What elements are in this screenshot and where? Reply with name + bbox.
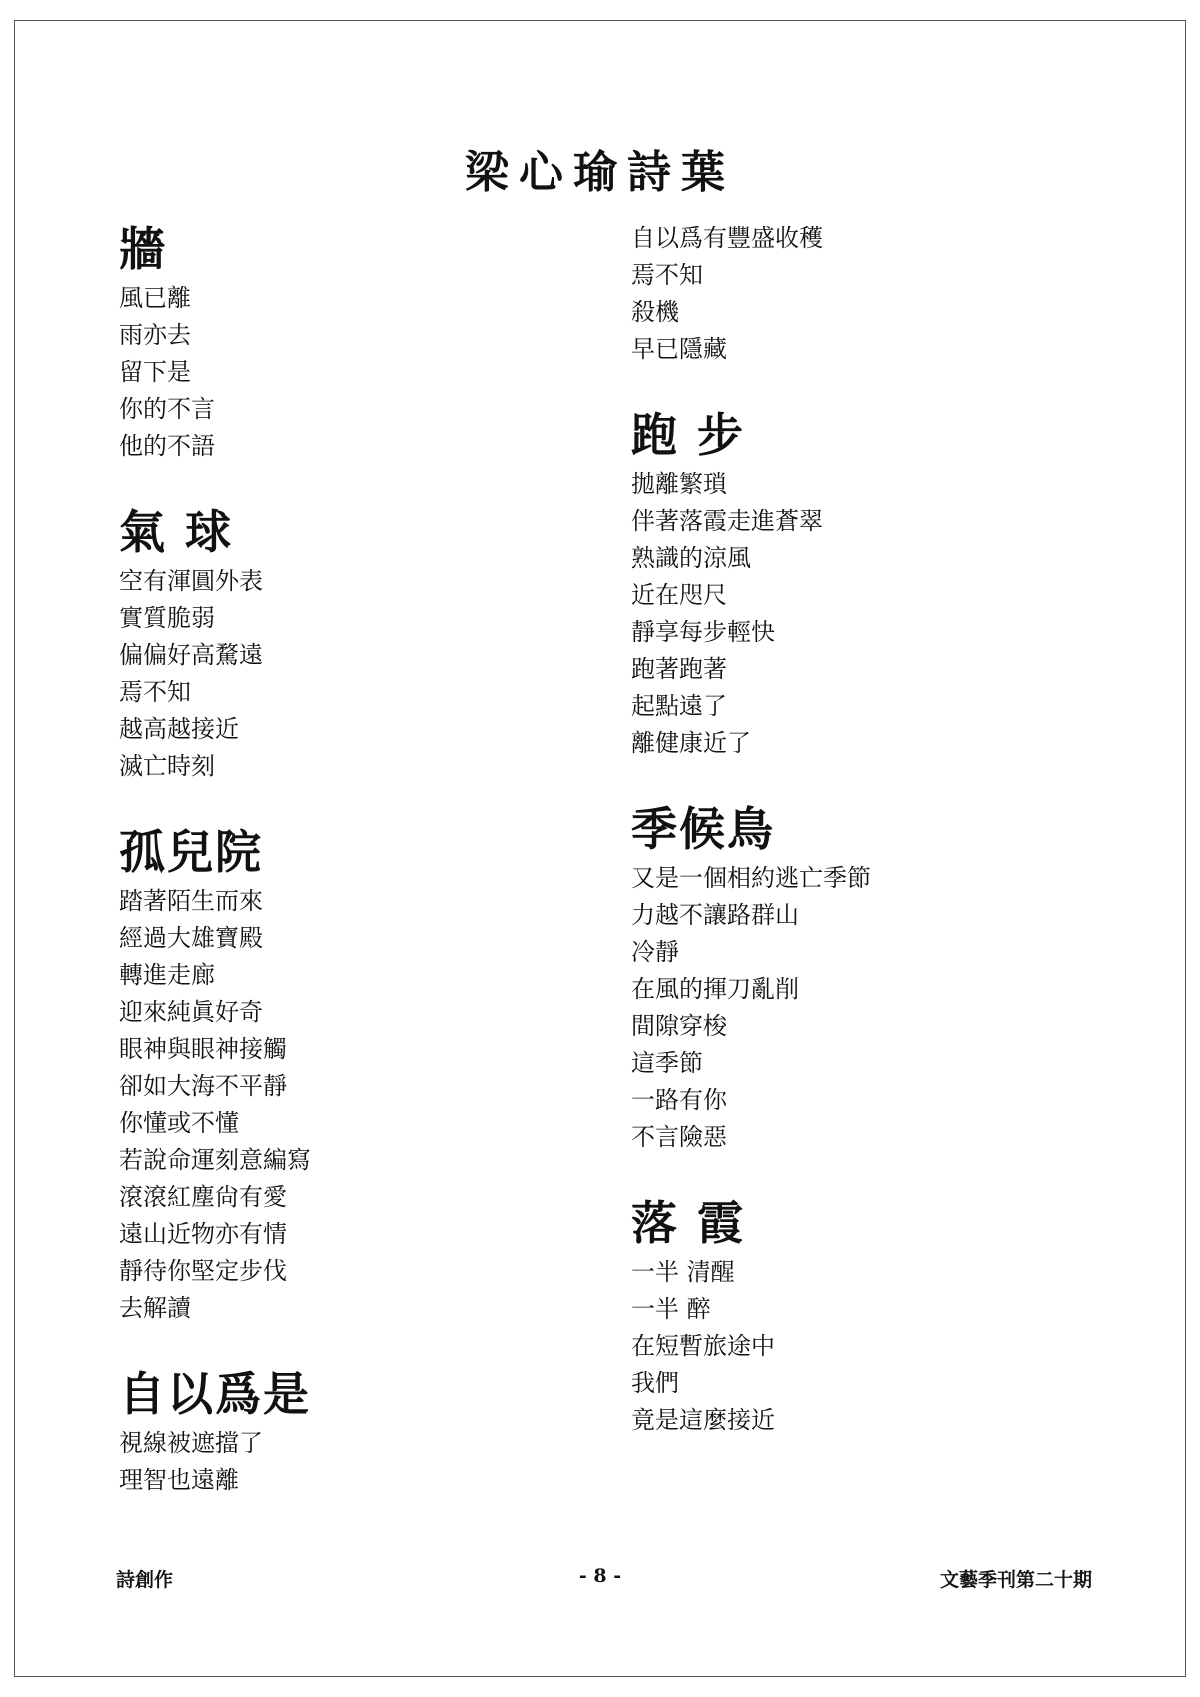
poem-line: 伴著落霞走進蒼翠 — [631, 507, 823, 535]
poem-line: 你懂或不懂 — [119, 1109, 239, 1137]
poem-line: 在風的揮刀亂削 — [631, 975, 799, 1003]
poem-title: 自以爲是 — [119, 1367, 311, 1421]
poem-line: 經過大雄寶殿 — [119, 924, 263, 952]
poem-line: 力越不讓路群山 — [631, 901, 799, 929]
poem-line: 這季節 — [631, 1049, 703, 1077]
poem-line: 冷靜 — [631, 938, 679, 966]
poem-line: 間隙穿梭 — [631, 1012, 727, 1040]
poem-line: 卻如大海不平靜 — [119, 1072, 287, 1100]
poem-line: 遠山近物亦有情 — [119, 1220, 287, 1248]
poem-line: 踏著陌生而來 — [119, 887, 263, 915]
poem-line: 離健康近了 — [631, 729, 751, 757]
poem-line: 自以爲有豐盛收穫 — [631, 224, 823, 252]
poem-line: 風已離 — [119, 284, 191, 312]
poem-line: 實質脆弱 — [119, 604, 215, 632]
poem-title: 孤兒院 — [119, 825, 263, 879]
poem-line: 殺機 — [631, 298, 679, 326]
footer-section: 詩創作 — [116, 1569, 174, 1591]
poem-line: 一路有你 — [631, 1086, 727, 1114]
left-column — [119, 220, 599, 1537]
poem-line: 在短暫旅途中 — [631, 1332, 775, 1360]
footer-publication: 文藝季刊第二十期 — [939, 1569, 1092, 1591]
poem-title: 跑 步 — [631, 408, 746, 462]
poem — [631, 1194, 1111, 1439]
poem-title: 落 霞 — [631, 1196, 746, 1250]
poem-line: 一半 醉 — [631, 1295, 711, 1323]
poem-line: 轉進走廊 — [119, 961, 215, 989]
poem-line: 竟是這麼接近 — [631, 1406, 775, 1434]
poem — [631, 406, 1111, 762]
page-number: - 8 - — [578, 1565, 622, 1587]
poem-line: 早已隱藏 — [631, 335, 727, 363]
poem-line: 一半 清醒 — [631, 1258, 735, 1286]
poem-line: 拋離繁瑣 — [631, 470, 727, 498]
poem-line: 眼神與眼神接觸 — [119, 1035, 287, 1063]
poem-line: 迎來純眞好奇 — [119, 998, 263, 1026]
poem-line: 我們 — [631, 1369, 679, 1397]
poem — [119, 823, 599, 1327]
poem-line: 空有渾圓外表 — [119, 567, 263, 595]
poem-title: 季候鳥 — [631, 802, 775, 856]
poem-line: 理智也遠離 — [119, 1466, 239, 1494]
poem-line: 又是一個相約逃亡季節 — [631, 864, 871, 892]
poem-line: 留下是 — [119, 358, 191, 386]
poem — [631, 220, 1111, 368]
poem-line: 滅亡時刻 — [119, 752, 215, 780]
poem — [119, 503, 599, 785]
poem-title: 氣 球 — [119, 505, 234, 559]
poem-line: 熟識的涼風 — [631, 544, 751, 572]
right-column — [631, 220, 1111, 1477]
poem-line: 靜待你堅定步伐 — [119, 1257, 287, 1285]
poem-line: 不言險惡 — [631, 1123, 727, 1151]
poem-line: 起點遠了 — [631, 692, 727, 720]
poem — [631, 800, 1111, 1156]
poem-line: 焉不知 — [631, 261, 703, 289]
poem-line: 跑著跑著 — [631, 655, 727, 683]
poem-line: 視線被遮擋了 — [119, 1429, 263, 1457]
poem-line: 去解讀 — [119, 1294, 191, 1322]
poem-line: 雨亦去 — [119, 321, 191, 349]
poem-line: 越高越接近 — [119, 715, 239, 743]
poem-line: 靜享每步輕快 — [631, 618, 775, 646]
page-title: 梁心瑜詩葉 — [465, 147, 735, 198]
poem — [119, 1365, 599, 1499]
poem — [119, 220, 599, 465]
poem-line: 近在咫尺 — [631, 581, 727, 609]
poem-line: 你的不言 — [119, 395, 215, 423]
poem-line: 滾滾紅塵尙有愛 — [119, 1183, 287, 1211]
poem-line: 他的不語 — [119, 432, 215, 460]
poem-title: 牆 — [119, 222, 167, 276]
poem-line: 焉不知 — [119, 678, 191, 706]
poem-line: 偏偏好高騖遠 — [119, 641, 263, 669]
poem-line: 若說命運刻意編寫 — [119, 1146, 311, 1174]
